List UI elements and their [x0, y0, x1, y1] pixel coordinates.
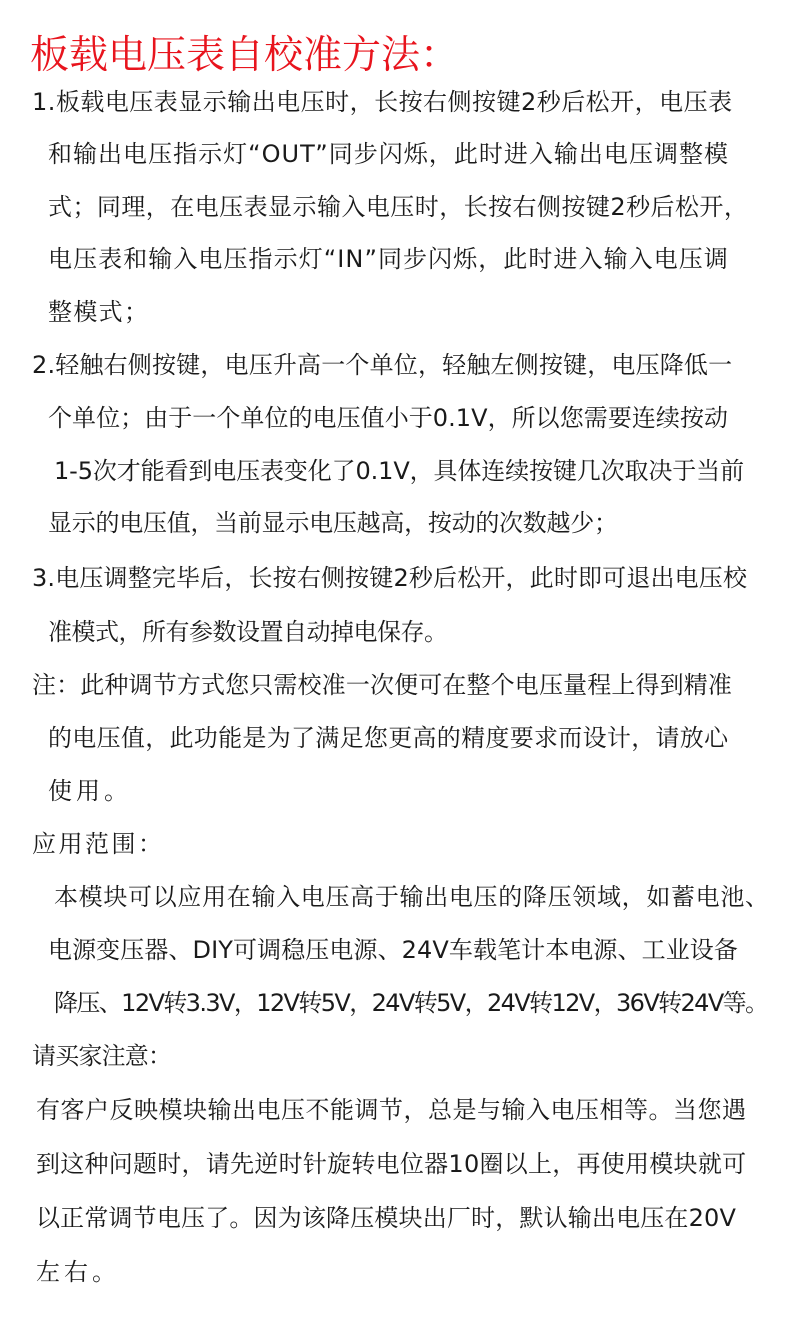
text-line: 注：此种调节方式您只需校准一次便可在整个电压量程上得到精准	[32, 671, 733, 699]
text-line: 电源变压器、DIY可调稳压电源、24V车载笔计本电源、工业设备	[48, 936, 738, 964]
text-line: 以正常调节电压了。因为该降压模块出厂时，默认输出电压在20V	[36, 1204, 737, 1232]
text-line: 本模块可以应用在输入电压高于输出电压的降压领域，如蓄电池、	[54, 883, 770, 911]
text-line: 式；同理，在电压表显示输入电压时，长按右侧按键2秒后松开，	[48, 193, 749, 221]
section-heading: 应用范围：	[32, 830, 165, 858]
text-line: 电压表和输入电压指示灯“IN”同步闪烁，此时进入输入电压调	[48, 245, 729, 273]
text-line: 1.板载电压表显示输出电压时，长按右侧按键2秒后松开，电压表	[32, 88, 733, 116]
text-line: 使用。	[48, 777, 132, 805]
text-line: 个单位；由于一个单位的电压值小于0.1V，所以您需要连续按动	[48, 404, 729, 432]
text-line: 整模式；	[48, 298, 150, 326]
text-line: 有客户反映模块输出电压不能调节，总是与输入电压相等。当您遇	[36, 1096, 747, 1124]
text-line: 和输出电压指示灯“OUT”同步闪烁，此时进入输出电压调整模	[48, 140, 730, 168]
text-line: 的电压值，此功能是为了满足您更高的精度要求而设计，请放心	[48, 724, 729, 752]
text-line: 显示的电压值，当前显示电压越高，按动的次数越少；	[48, 509, 618, 537]
text-line: 1-5次才能看到电压表变化了0.1V，具体连续按键几次取决于当前	[54, 457, 744, 485]
text-line: 准模式，所有参数设置自动掉电保存。	[48, 618, 448, 646]
text-line: 3.电压调整完毕后，长按右侧按键2秒后松开，此时即可退出电压校	[32, 564, 748, 592]
text-line: 2.轻触右侧按键，电压升高一个单位，轻触左侧按键，电压降低一	[32, 351, 733, 379]
text-line: 到这种问题时，请先逆时针旋转电位器10圈以上，再使用模块就可	[36, 1150, 747, 1178]
text-line: 左右。	[36, 1258, 120, 1286]
text-line: 降压、12V转3.3V，12V转5V，24V转5V，24V转12V，36V转24V等。	[54, 989, 768, 1017]
section-heading: 请买家注意：	[32, 1042, 172, 1070]
page-title: 板载电压表自校准方法：	[30, 33, 460, 78]
